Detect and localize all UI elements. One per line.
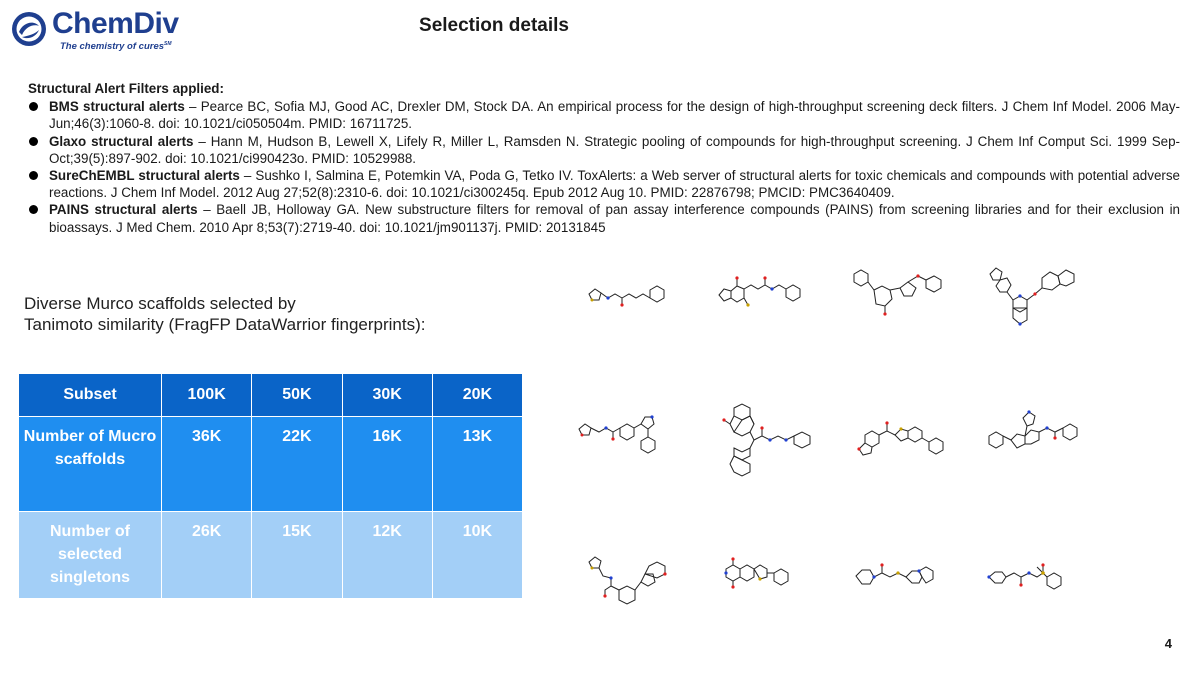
subset-table (18, 373, 523, 599)
alert-citation: – Baell JB, Holloway GA. New substructure filters for removal of pan assay interference compounds (PAINS) from screening libraries and for their exclusion in bioassays. J Med Chem. 2010 Apr 8;53(7):2719-40. doi: 10.1021/jm901137j. PMID: 20131845 (49, 202, 1180, 235)
molecule-structure-2 (715, 265, 815, 325)
molecule-structure-10 (720, 555, 810, 615)
diverse-line-2: Tanimoto similarity (FragFP DataWarrior fingerprints): (24, 315, 426, 334)
molecule-structure-6 (720, 400, 830, 490)
table-cell: 15K (252, 512, 342, 599)
molecule-structure-11 (852, 550, 967, 605)
molecule-structure-8 (985, 400, 1095, 475)
table-row (19, 417, 523, 512)
molecule-structure-12 (985, 555, 1085, 605)
alert-citation: – Pearce BC, Sofia MJ, Good AC, Drexler DM, Stock DA. An empirical process for the design of high-throughput screening deck filters. J Chem Inf Model. 2006 May-Jun;46(3):1060-8. doi: 10.1021/ci050504m. PMID: 16711725. (49, 99, 1180, 132)
molecule-structure-1 (585, 272, 670, 317)
alerts-list (28, 98, 1180, 236)
alert-item-surechembl (28, 167, 1180, 201)
page-title: Selection details (419, 15, 569, 36)
logo-tagline-text: The chemistry of cures (60, 41, 165, 53)
table-cell: 12K (342, 512, 432, 599)
alert-citation: – Sushko I, Salmina E, Potemkin VA, Poda G, Tetko IV. ToxAlerts: a Web server of structural alerts for toxic chemicals and compounds with potential adverse reactions. J Chem Inf Model. 2012 Aug 27;52(8):2310-6. doi: 10.1021/ci300245q. Epub 2012 Aug 10. PMID: 22876798; PMCID: PMC3640409. (49, 168, 1180, 201)
alert-item-bms (28, 98, 1180, 132)
molecule-structure-4 (980, 258, 1090, 343)
alert-name: PAINS structural alerts (49, 202, 198, 218)
table-header-cell: Subset (19, 374, 162, 417)
alert-name: Glaxo structural alerts (49, 133, 194, 149)
table-cell: 16K (342, 417, 432, 512)
table-header-cell: 50K (252, 374, 342, 417)
alert-item-pains (28, 201, 1180, 235)
table-header-cell: 30K (342, 374, 432, 417)
alerts-heading: Structural Alert Filters applied: (28, 81, 224, 96)
logo-tagline (60, 41, 172, 52)
table-cell: 36K (162, 417, 252, 512)
logo-wordmark: ChemDiv (52, 7, 179, 40)
table-cell: 10K (432, 512, 522, 599)
alert-name: BMS structural alerts (49, 99, 185, 115)
table-row (19, 512, 523, 599)
molecule-structure-5 (575, 405, 675, 470)
table-header-cell: 20K (432, 374, 522, 417)
row-label: Number of selected singletons (19, 512, 162, 599)
table-cell: 26K (162, 512, 252, 599)
molecule-structure-7 (855, 405, 955, 470)
diverse-scaffolds-description (24, 293, 425, 335)
table-header-row (19, 374, 523, 417)
diverse-line-1: Diverse Murco scaffolds selected by (24, 294, 296, 313)
table-cell: 22K (252, 417, 342, 512)
row-label: Number of Mucro scaffolds (19, 417, 162, 512)
structural-alerts-section (28, 80, 1180, 236)
scaffold-structures-grid (560, 250, 1100, 650)
alert-item-glaxo (28, 133, 1180, 167)
alert-name: SureChEMBL structural alerts (49, 168, 240, 184)
molecule-structure-3 (850, 262, 945, 327)
alert-citation: – Hann M, Hudson B, Lewell X, Lifely R, Miller L, Ramsden N. Strategic pooling of compounds for high-throughput screening. J Chem Inf Comput Sci. 1999 Sep-Oct;39(5):897-902. doi: 10.1021/ci990423o. PMID: 10529988. (49, 133, 1180, 166)
table-cell: 13K (432, 417, 522, 512)
page-number: 4 (1164, 636, 1172, 651)
table-header-cell: 100K (162, 374, 252, 417)
logo-service-mark: SM (164, 41, 172, 47)
molecule-structure-9 (585, 550, 685, 625)
